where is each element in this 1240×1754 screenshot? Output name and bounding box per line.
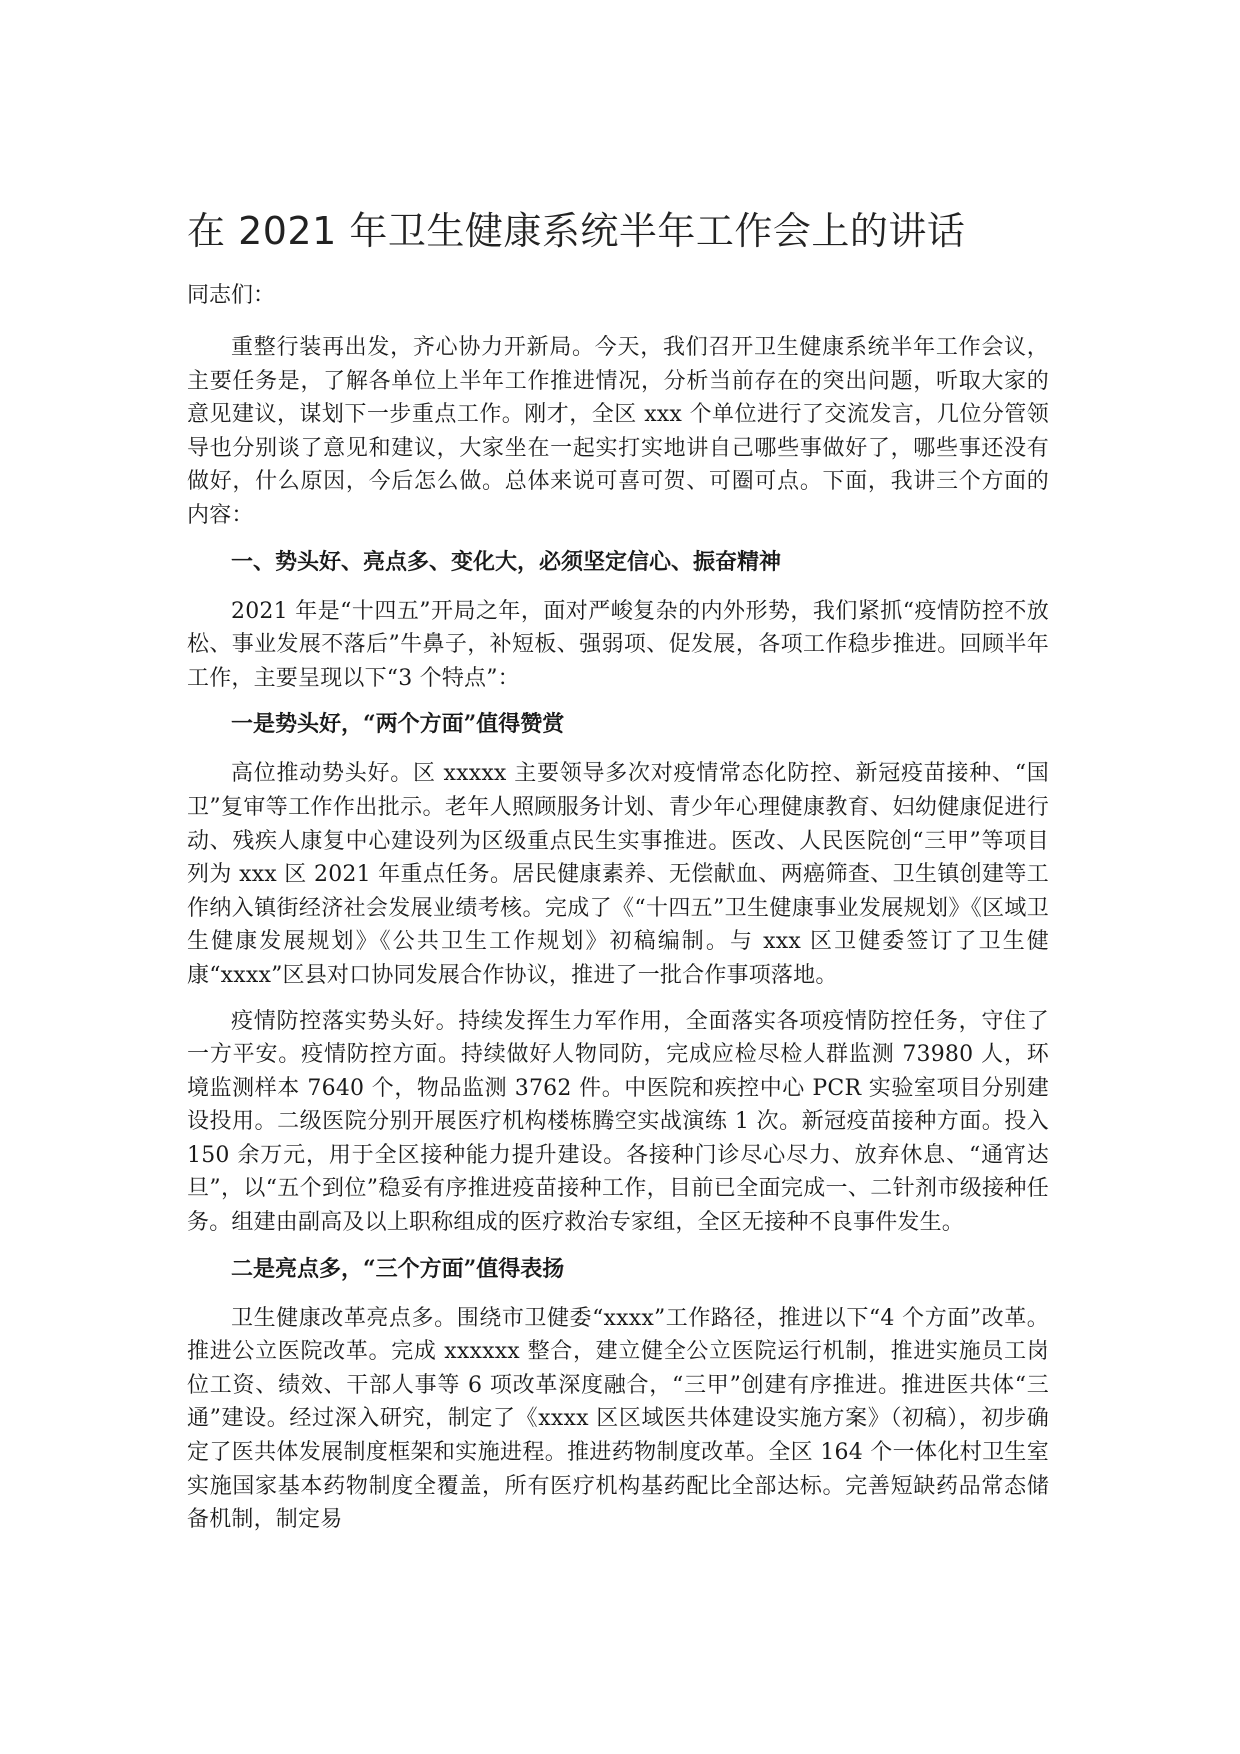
paragraph-high-level-push: 高位推动势头好。区 xxxxx 主要领导多次对疫情常态化防控、新冠疫苗接种、“国卫”复审等工作作出批示。老年人照顾服务计划、青少年心理健康教育、妇幼健康促进行动、残疾人康复中心建设列为区级重点民生实事推进。医改、人民医院创“三甲”等项目列为 xxx 区 2021 年重点任务。居民健康素养、无偿献血、两癌筛查、卫生镇创建等工作纳入镇街经济社会发展业绩考核。完成了《“十四五”卫生健康事业发展规划》《区域卫生健康发展规划》《公共卫生工作规划》初稿编制。与 xxx 区卫健委签订了卫生健康“xxxx”区县对口协同发展合作协议，推进了一批合作事项落地。 <box>187 761 1049 988</box>
subheading-2: 二是亮点多，“三个方面”值得表扬 <box>231 1255 565 1282</box>
paragraph-epidemic-control: 疫情防控落实势头好。持续发挥生力军作用，全面落实各项疫情防控任务，守住了一方平安。疫情防控方面。持续做好人物同防，完成应检尽检人群监测 73980 人，环境监测样本 7640 个，物品监测 3762 件。中医院和疾控中心 PCR 实验室项目分别建设投用。二级医院分别开展医疗机构楼栋腾空实战演练 1 次。新冠疫苗接种方面。投入 150 余万元，用于全区接种能力提升建设。各接种门诊尽心尽力、放弃休息、“通宵达旦”，以“五个到位”稳妥有序推进疫苗接种工作，目前已全面完成一、二针剂市级接种任务。组建由副高及以上职称组成的医疗救治专家组，全区无接种不良事件发生。 <box>187 1008 1049 1236</box>
paragraph-intro: 重整行装再出发，齐心协力开新局。今天，我们召开卫生健康系统半年工作会议，主要任务是，了解各单位上半年工作推进情况，分析当前存在的突出问题，听取大家的意见建议，谋划下一步重点工作。刚才，全区 xxx 个单位进行了交流发言，几位分管领导也分别谈了意见和建议，大家坐在一起实打实地讲自己哪些事做好了，哪些事还没有做好，什么原因，今后怎么做。总体来说可喜可贺、可圈可点。下面，我讲三个方面的内容： <box>187 335 1049 528</box>
document-title: 在 2021 年卫生健康系统半年工作会上的讲话 <box>187 209 966 253</box>
paragraph-overview: 2021 年是“十四五”开局之年，面对严峻复杂的内外形势，我们紧抓“疫情防控不放松、事业发展不落后”牛鼻子，补短板、强弱项、促发展，各项工作稳步推进。回顾半年工作，主要呈现以下“3 个特点”： <box>187 598 1049 691</box>
subheading-1: 一是势头好，“两个方面”值得赞赏 <box>231 711 565 738</box>
section-heading-1: 一、势头好、亮点多、变化大，必须坚定信心、振奋精神 <box>231 548 782 575</box>
document-page <box>187 205 1049 1549</box>
paragraph-health-reform: 卫生健康改革亮点多。围绕市卫健委“xxxx”工作路径，推进以下“4 个方面”改革。推进公立医院改革。完成 xxxxxx 整合，建立健全公立医院运行机制，推进实施员工岗位工资、绩效、干部人事等 6 项改革深度融合，“三甲”创建有序推进。推进医共体“三通”建设。经过深入研究，制定了《xxxx 区区域医共体建设实施方案》（初稿），初步确定了医共体发展制度框架和实施进程。推进药物制度改革。全区 164 个一体化村卫生室实施国家基本药物制度全覆盖，所有医疗机构基药配比全部达标。完善短缺药品常态储备机制，制定易 <box>187 1305 1049 1533</box>
salutation: 同志们： <box>187 283 276 308</box>
